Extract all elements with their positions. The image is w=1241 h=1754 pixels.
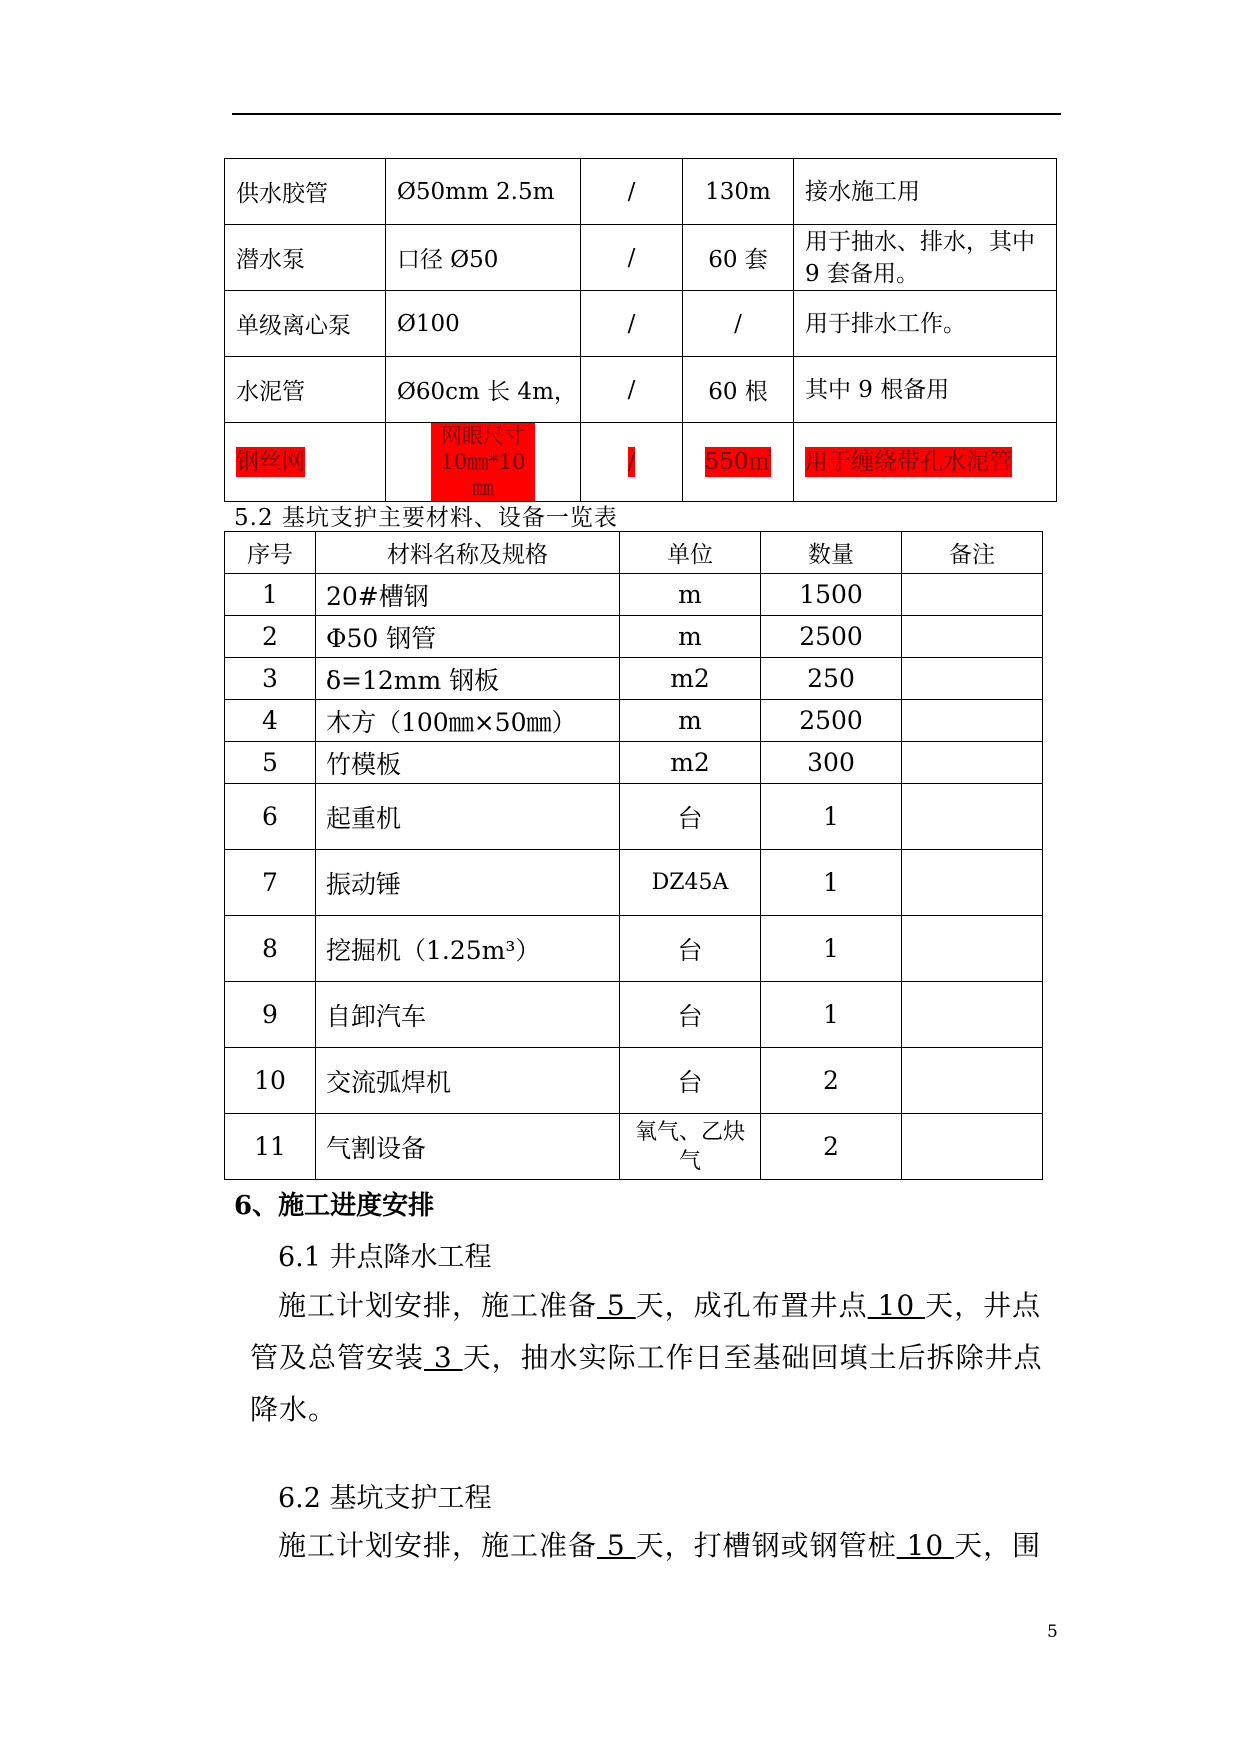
item-name: 单级离心泵 (225, 291, 386, 357)
underlined-value: 3 (424, 1341, 463, 1374)
quantity: 2500 (761, 700, 902, 742)
highlighted-text: 网眼尺寸 10㎜*10㎜ (431, 423, 535, 501)
underlined-value: 5 (597, 1289, 636, 1322)
item-note: 用于排水工作。 (794, 291, 1057, 357)
table-header-row (225, 532, 1043, 574)
paragraph-text: 天，围 (954, 1529, 1042, 1562)
unit: m (620, 700, 761, 742)
item-col3: / (581, 291, 683, 357)
remark (902, 658, 1043, 700)
row-number: 2 (225, 616, 316, 658)
item-name: 供水胶管 (225, 159, 386, 225)
highlighted-text: 用于缠绕带孔水泥管 (805, 449, 1012, 475)
quantity: 250 (761, 658, 902, 700)
quantity: 2 (761, 1048, 902, 1114)
item-name: 潜水泵 (225, 225, 386, 291)
page-number: 5 (1047, 1622, 1058, 1642)
row-number: 10 (225, 1048, 316, 1114)
paragraph-text: 施工计划安排，施工准备 (278, 1289, 598, 1322)
underlined-value: 10 (896, 1529, 955, 1562)
column-header: 材料名称及规格 (316, 532, 620, 574)
remark (902, 850, 1043, 916)
remark (902, 742, 1043, 784)
table-row (225, 291, 1057, 357)
remark (902, 616, 1043, 658)
subsection-heading: 6.2 基坑支护工程 (278, 1483, 492, 1514)
item-note: 其中 9 根备用 (794, 357, 1057, 423)
item-quantity: / (683, 291, 794, 357)
header-rule (232, 113, 1061, 115)
unit: m2 (620, 658, 761, 700)
item-quantity: 130m (683, 159, 794, 225)
row-number: 7 (225, 850, 316, 916)
item-col3: / (581, 225, 683, 291)
section-heading: 6、施工进度安排 (234, 1191, 435, 1221)
quantity: 2 (761, 1114, 902, 1180)
table-row (225, 225, 1057, 291)
item-spec: 口径 Ø50 (386, 225, 581, 291)
table-row (225, 1114, 1043, 1180)
table-row (225, 784, 1043, 850)
item-name: 水泥管 (225, 357, 386, 423)
row-number: 8 (225, 916, 316, 982)
item-col3: / (581, 159, 683, 225)
remark (902, 1114, 1043, 1180)
item-quantity (683, 423, 794, 502)
item-spec (386, 423, 581, 502)
paragraph (250, 1520, 1070, 1572)
paragraph-text: 施工计划安排，施工准备 (278, 1529, 598, 1562)
item-spec: Ø60cm 长 4m， (386, 357, 581, 423)
unit: m2 (620, 742, 761, 784)
column-header: 数量 (761, 532, 902, 574)
item-note: 接水施工用 (794, 159, 1057, 225)
underlined-value: 10 (867, 1289, 926, 1322)
item-spec: Ø50mm 2.5m (386, 159, 581, 225)
remark (902, 700, 1043, 742)
row-number: 3 (225, 658, 316, 700)
row-number: 9 (225, 982, 316, 1048)
material-name: 木方（100㎜×50㎜） (316, 700, 620, 742)
subsection-heading: 6.1 井点降水工程 (278, 1242, 492, 1273)
column-header: 备注 (902, 532, 1043, 574)
unit: m (620, 574, 761, 616)
column-header: 序号 (225, 532, 316, 574)
unit: 台 (620, 916, 761, 982)
table-row (225, 159, 1057, 225)
row-number: 4 (225, 700, 316, 742)
item-name (225, 423, 386, 502)
material-name: 交流弧焊机 (316, 1048, 620, 1114)
row-number: 6 (225, 784, 316, 850)
table-row (225, 916, 1043, 982)
table-caption: 5.2 基坑支护主要材料、设备一览表 (234, 505, 618, 531)
material-name: Φ50 钢管 (316, 616, 620, 658)
table-row (225, 357, 1057, 423)
unit: 台 (620, 982, 761, 1048)
paragraph (250, 1280, 1070, 1436)
item-col3 (581, 423, 683, 502)
item-note: 用于抽水、排水，其中 9 套备用。 (794, 225, 1057, 291)
remark (902, 982, 1043, 1048)
material-name: 起重机 (316, 784, 620, 850)
quantity: 300 (761, 742, 902, 784)
quantity: 1500 (761, 574, 902, 616)
underlined-value: 5 (597, 1529, 636, 1562)
unit: 台 (620, 1048, 761, 1114)
column-header: 单位 (620, 532, 761, 574)
table-row (225, 982, 1043, 1048)
row-number: 5 (225, 742, 316, 784)
material-name: 气割设备 (316, 1114, 620, 1180)
item-col3: / (581, 357, 683, 423)
material-name: 振动锤 (316, 850, 620, 916)
item-quantity: 60 根 (683, 357, 794, 423)
equipment-table-continued (224, 158, 1057, 502)
quantity: 2500 (761, 616, 902, 658)
highlighted-text: 钢丝网 (236, 449, 305, 475)
table-row (225, 742, 1043, 784)
remark (902, 574, 1043, 616)
item-note (794, 423, 1057, 502)
row-number: 11 (225, 1114, 316, 1180)
material-name: 挖掘机（1.25m³） (316, 916, 620, 982)
unit: DZ45A (620, 850, 761, 916)
material-name: 20#槽钢 (316, 574, 620, 616)
table-row-highlighted (225, 423, 1057, 502)
table-row (225, 658, 1043, 700)
row-number: 1 (225, 574, 316, 616)
table-row (225, 700, 1043, 742)
table-row (225, 850, 1043, 916)
unit: 氧气、乙炔气 (620, 1114, 761, 1180)
unit: m (620, 616, 761, 658)
highlighted-text: / (627, 449, 636, 475)
paragraph-text: 天，抽水实际工作日至基础回填土后拆除井点降水。 (250, 1341, 1043, 1426)
table-row (225, 574, 1043, 616)
material-name: δ=12mm 钢板 (316, 658, 620, 700)
item-quantity: 60 套 (683, 225, 794, 291)
remark (902, 784, 1043, 850)
material-name: 竹模板 (316, 742, 620, 784)
item-spec: Ø100 (386, 291, 581, 357)
remark (902, 1048, 1043, 1114)
remark (902, 916, 1043, 982)
table-row (225, 616, 1043, 658)
quantity: 1 (761, 850, 902, 916)
paragraph-text: 天，成孔布置井点 (635, 1289, 868, 1322)
material-name: 自卸汽车 (316, 982, 620, 1048)
highlighted-text: 550㎡ (704, 449, 772, 475)
unit: 台 (620, 784, 761, 850)
materials-table (224, 531, 1043, 1180)
paragraph-text: 天，打槽钢或钢管桩 (635, 1529, 897, 1562)
quantity: 1 (761, 982, 902, 1048)
table-row (225, 1048, 1043, 1114)
quantity: 1 (761, 916, 902, 982)
paragraph-text: 天，井点管及总管安装 (250, 1289, 1042, 1374)
quantity: 1 (761, 784, 902, 850)
